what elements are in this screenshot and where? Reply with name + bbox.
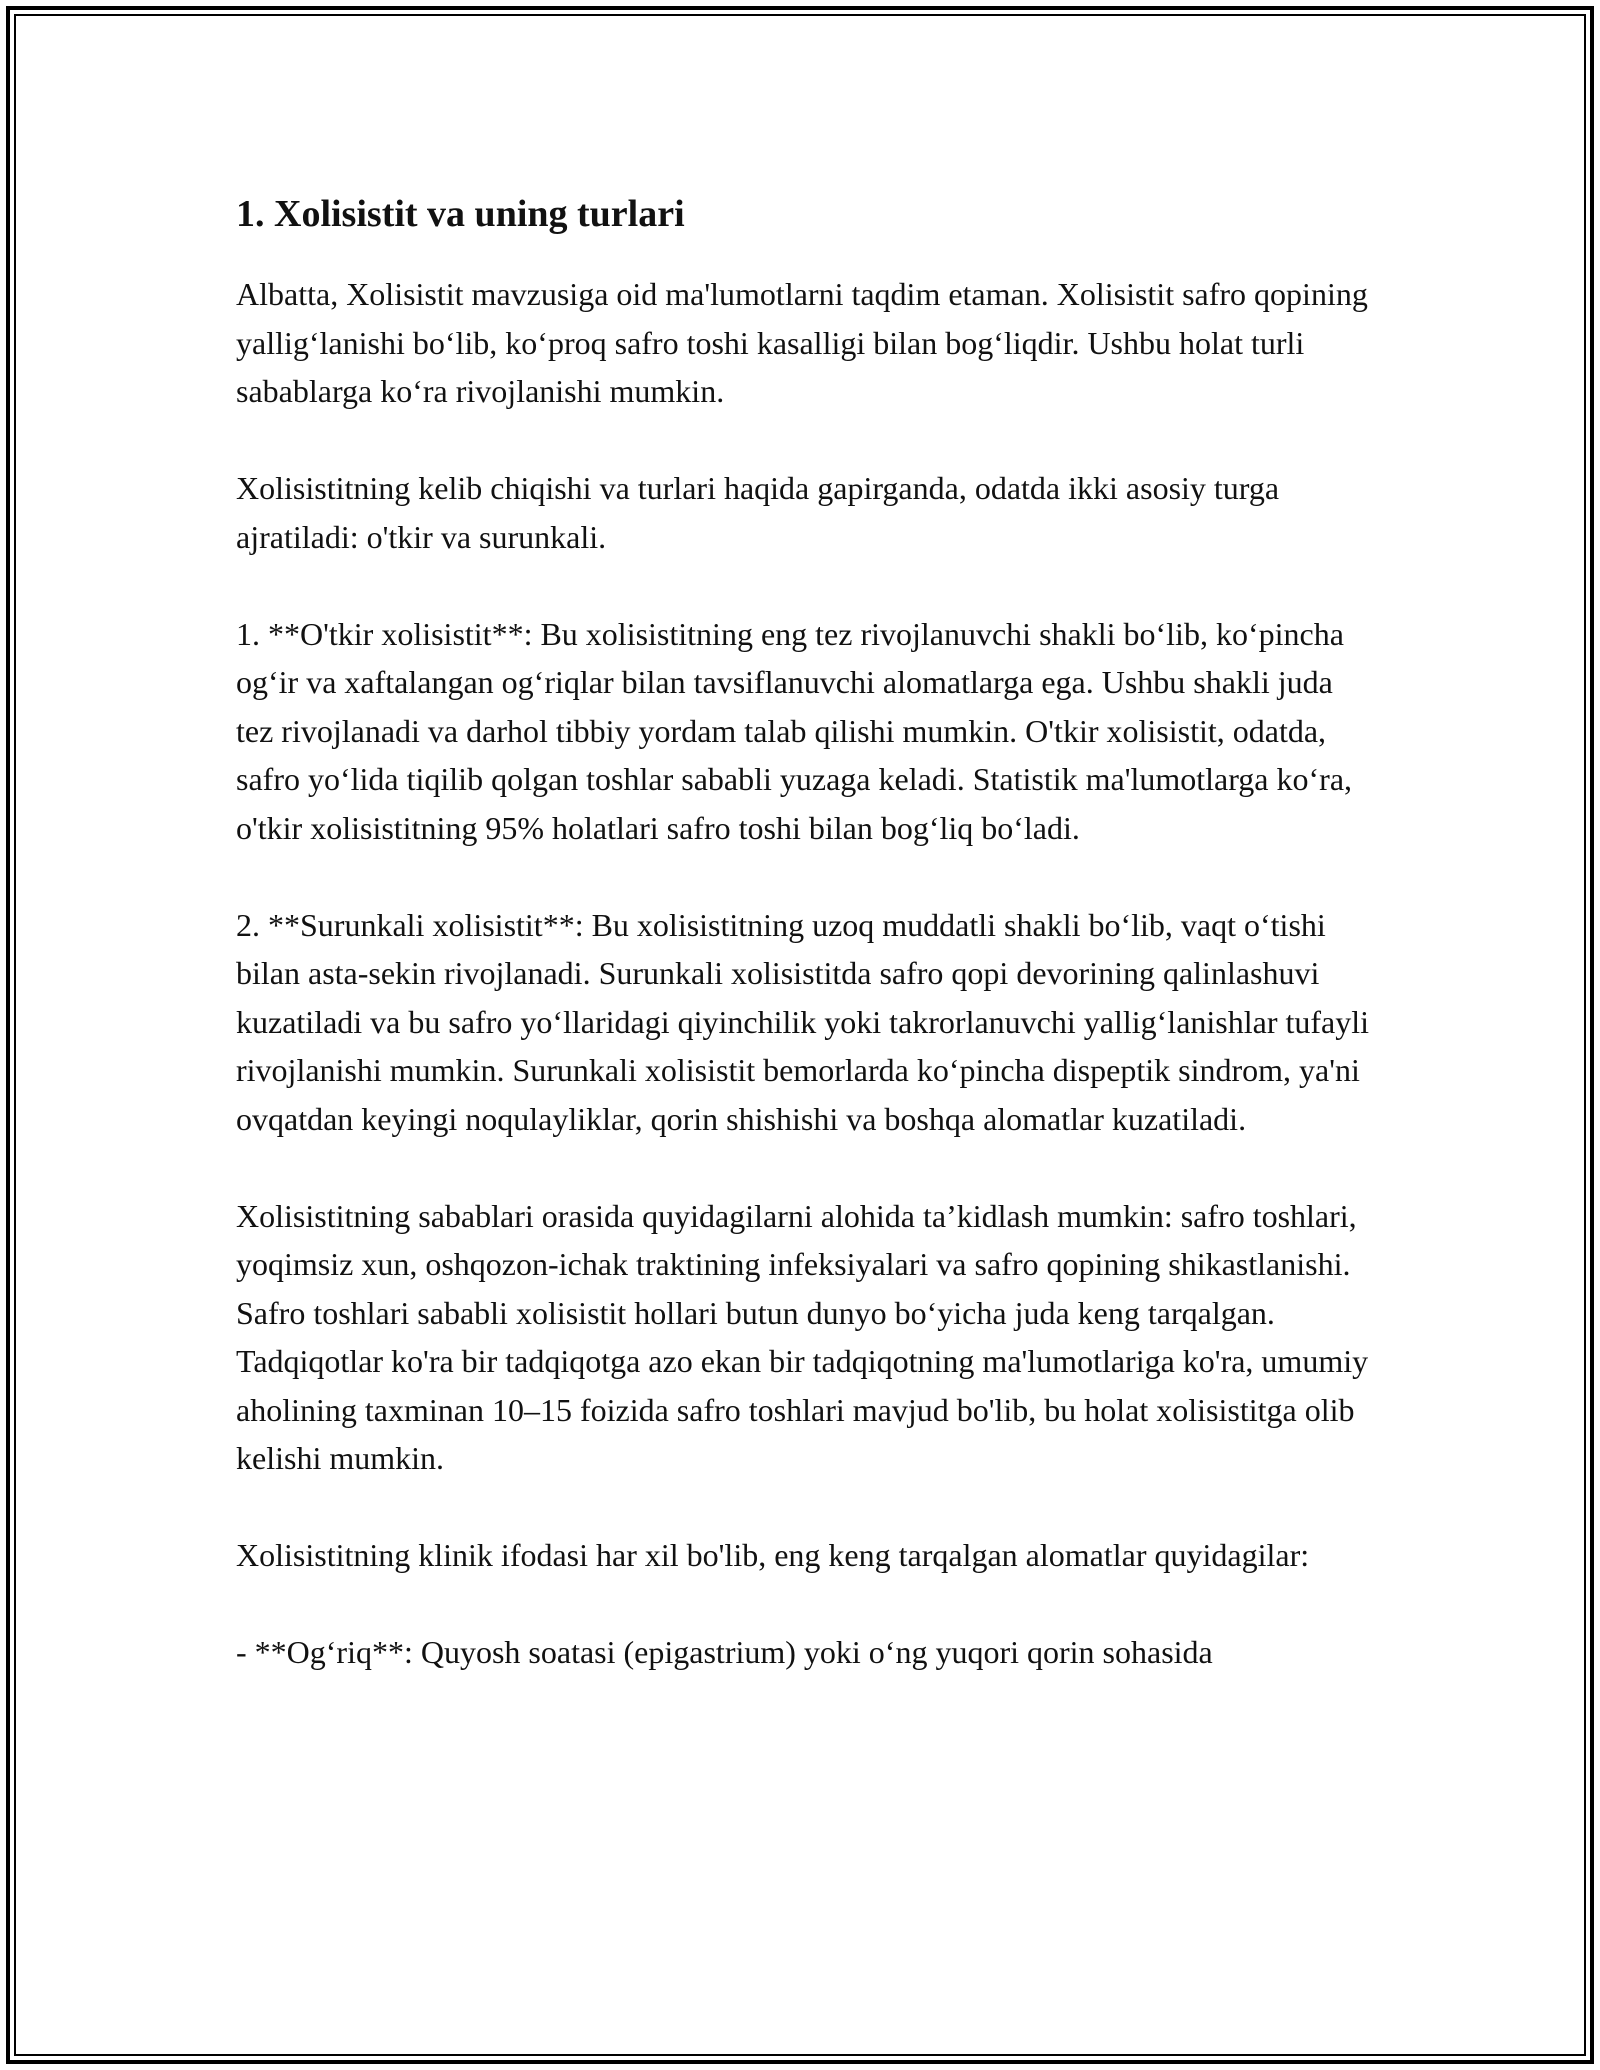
- paragraph-types-overview: Xolisistitning kelib chiqishi va turlari haqida gapirganda, odatda ikki asosiy turga ajratiladi: o'tkir va surunkali.: [236, 470, 1280, 555]
- paragraph-clinical: Xolisistitning klinik ifodasi har xil bo'lib, eng keng tarqalgan alomatlar quyidagilar:: [236, 1537, 1310, 1573]
- paragraph-intro: Albatta, Xolisistit mavzusiga oid ma'lumotlarni taqdim etaman. Xolisistit safro qopining yallig‘lanishi bo‘lib, ko‘proq safro toshi kasalligi bilan bog‘liqdir. Ushbu holat turli sabablarga ko‘ra rivojlanishi mumkin.: [236, 276, 1368, 409]
- document-title: 1. Xolisistit va uning turlari: [236, 193, 685, 235]
- document-page: [236, 188, 1376, 1725]
- paragraph-chronic: 2. **Surunkali xolisistit**: Bu xolisistitning uzoq muddatli shakli bo‘lib, vaqt o‘tishi bilan asta-sekin rivojlanadi. Surunkali xolisistitda safro qopi devorining qalinlashuvi kuzatiladi va bu safro yo‘llaridagi qiyinchilik yoki takrorlanuvchi yallig‘lanishlar tufayli rivojlanishi mumkin. Surunkali xolisistit bemorlarda ko‘pincha dispeptik sindrom, ya'ni ovqatdan keyingi noqulayliklar, qorin shishishi va boshqa alomatlar kuzatiladi.: [236, 906, 1370, 1137]
- paragraph-causes: Xolisistitning sabablari orasida quyidagilarni alohida ta’kidlash mumkin: safro toshlari, yoqimsiz xun, oshqozon-ichak traktining infeksiyalari va safro qopining shikastlanishi. Safro toshlari sababli xolisistit hollari butun dunyo bo‘yicha juda keng tarqalgan. Tadqiqotlar ko'ra bir tadqiqotga azo ekan bir tadqiqotning ma'lumotlariga ko'ra, umumiy aholining taxminan 10–15 foizida safro toshlari mavjud bo'lib, bu holat xolisistitga olib kelishi mumkin.: [236, 1197, 1369, 1476]
- paragraph-pain-item: - **Og‘riq**: Quyosh soatasi (epigastrium) yoki o‘ng yuqori qorin sohasida: [236, 1634, 1213, 1670]
- paragraph-acute: 1. **O'tkir xolisistit**: Bu xolisistitning eng tez rivojlanuvchi shakli bo‘lib, ko‘pincha og‘ir va xaftalangan og‘riqlar bilan tavsiflanuvchi alomatlarga ega. Ushbu shakli juda tez rivojlanadi va darhol tibbiy yordam talab qilishi mumkin. O'tkir xolisistit, odatda, safro yo‘lida tiqilib qolgan toshlar sababli yuzaga keladi. Statistik ma'lumotlarga ko‘ra, o'tkir xolisistitning 95% holatlari safro toshi bilan bog‘liq bo‘ladi.: [236, 615, 1353, 846]
